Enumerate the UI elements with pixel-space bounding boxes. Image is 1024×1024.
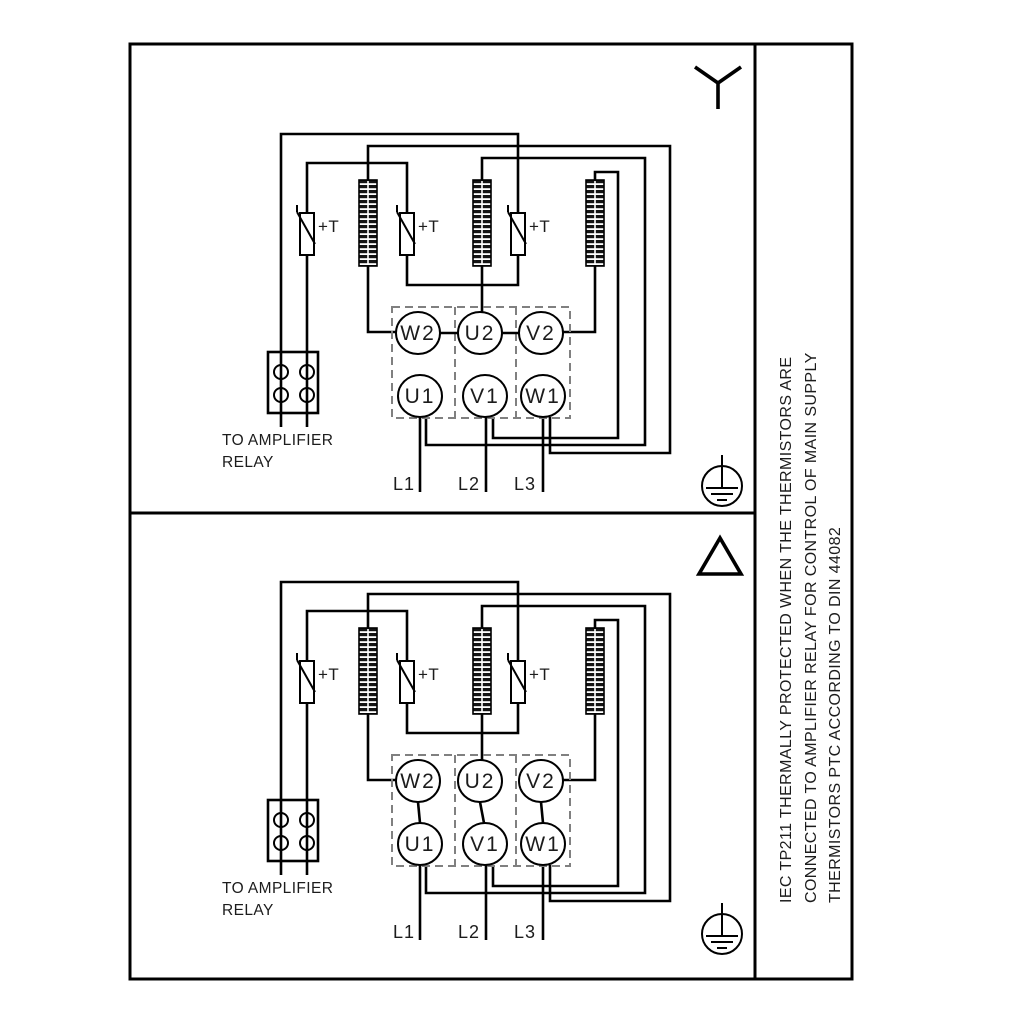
terminal-label-w1: W1 <box>525 385 561 408</box>
terminal-label-u1: U1 <box>404 385 436 408</box>
relay-caption-line2: RELAY <box>222 902 274 919</box>
delta-connection-panel <box>222 538 742 954</box>
terminal-label-v2: V2 <box>526 770 556 793</box>
delta-symbol-icon <box>699 538 741 574</box>
thermistor-label: +T <box>529 665 551 684</box>
side-note-line3: THERMISTORS PTC ACCORDING TO DIN 44082 <box>827 526 844 903</box>
terminal-label-w1: W1 <box>525 833 561 856</box>
terminal-label-v1: V1 <box>470 833 500 856</box>
relay-caption-line1: TO AMPLIFIER <box>222 432 334 449</box>
supply-label-l1: L1 <box>392 474 416 494</box>
thermistor-label: +T <box>529 217 551 236</box>
delta-link-v2-w1 <box>541 802 543 823</box>
terminal-label-u1: U1 <box>404 833 436 856</box>
terminal-label-w2: W2 <box>400 322 436 345</box>
relay-caption-line1: TO AMPLIFIER <box>222 880 334 897</box>
supply-label-l3: L3 <box>513 474 537 494</box>
thermistor-label: +T <box>418 665 440 684</box>
relay-caption-line2: RELAY <box>222 454 274 471</box>
terminal-label-u2: U2 <box>464 770 496 793</box>
supply-label-l2: L2 <box>457 922 481 942</box>
star-connection-panel <box>222 67 742 506</box>
terminal-label-u2: U2 <box>464 322 496 345</box>
delta-link-w2-u1 <box>418 802 420 823</box>
terminal-label-v2: V2 <box>526 322 556 345</box>
star-symbol-icon <box>695 67 741 109</box>
thermistor-label: +T <box>318 217 340 236</box>
delta-link-u2-v1 <box>480 802 484 823</box>
supply-label-l3: L3 <box>513 922 537 942</box>
side-note-line2: CONNECTED TO AMPLIFIER RELAY FOR CONTROL OF MAIN SUPPLY <box>803 352 820 903</box>
thermistor-label: +T <box>418 217 440 236</box>
terminal-label-w2: W2 <box>400 770 436 793</box>
side-note-column <box>778 352 844 903</box>
side-note-line1: IEC TP211 THERMALLY PROTECTED WHEN THE THERMISTORS ARE <box>778 356 795 903</box>
supply-label-l2: L2 <box>457 474 481 494</box>
terminal-label-v1: V1 <box>470 385 500 408</box>
supply-label-l1: L1 <box>392 922 416 942</box>
thermistor-label: +T <box>318 665 340 684</box>
